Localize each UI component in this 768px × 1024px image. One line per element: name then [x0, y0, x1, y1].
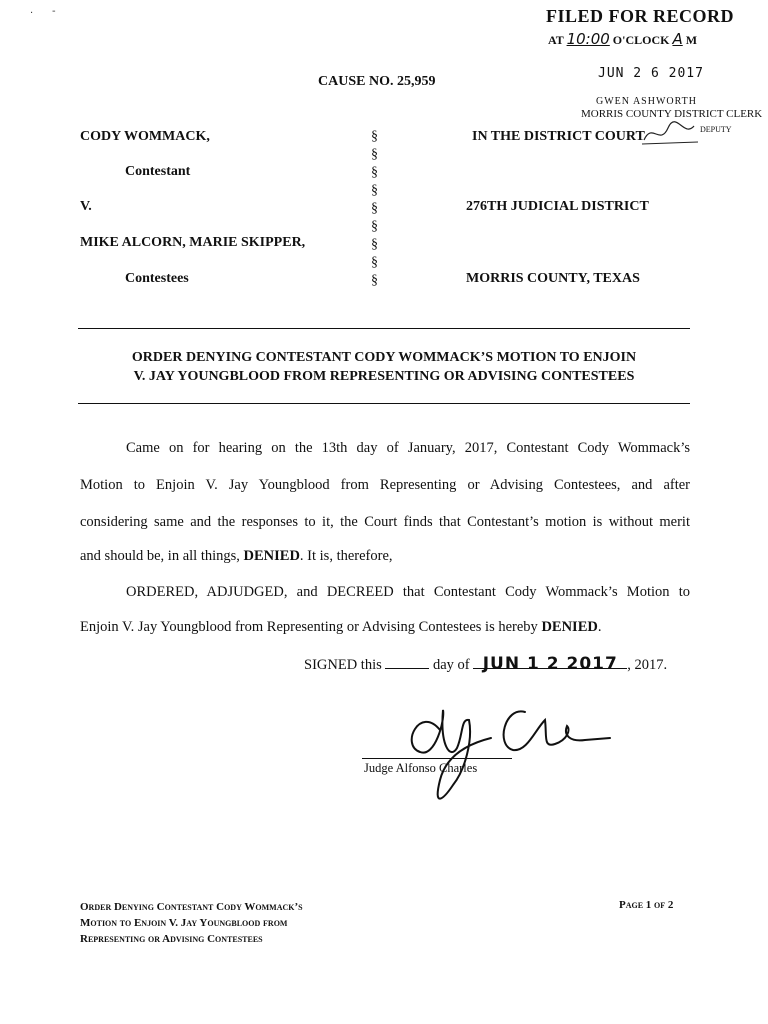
- body-line: Motion to Enjoin V. Jay Youngblood from Representing or Advising Contestees, and after: [80, 477, 690, 493]
- body-line: [80, 619, 601, 636]
- footer-line3: Representing or Advising Contestees: [80, 933, 263, 945]
- stamp-m-label: M: [685, 33, 698, 47]
- stamp-oclock-label: O'CLOCK: [612, 33, 670, 47]
- body-line: ORDERED, ADJUDGED, and DECREED that Contestant Cody Wommack’s Motion to: [126, 584, 690, 600]
- day-of-label: day of: [433, 657, 470, 673]
- stamp-deputy-label: DEPUTY: [700, 125, 732, 134]
- title-rule-top: [78, 328, 690, 329]
- order-title: [78, 348, 690, 386]
- year-label: , 2017.: [627, 657, 668, 673]
- stamp-clerk-name: GWEN ASHWORTH: [596, 96, 698, 107]
- section-symbol: §: [371, 183, 378, 198]
- scan-mark: -: [52, 6, 56, 17]
- date-field: [473, 654, 627, 674]
- section-symbol: §: [371, 273, 378, 288]
- contestant-name: CODY WOMMACK,: [80, 129, 210, 144]
- contestant-role: Contestant: [125, 164, 191, 179]
- section-symbol: §: [371, 165, 378, 180]
- body-text: .: [597, 619, 602, 635]
- section-symbol: §: [371, 129, 378, 144]
- stamp-ampm-value: A: [672, 30, 683, 48]
- judge-name: Judge Alfonso Charles: [364, 761, 478, 775]
- county-name: MORRIS COUNTY, TEXAS: [466, 271, 640, 286]
- filed-stamp-title: FILED FOR RECORD: [546, 6, 735, 26]
- filed-stamp-time: [548, 30, 697, 48]
- court-name: IN THE DISTRICT COURT: [472, 129, 645, 144]
- denied-text: DENIED: [541, 619, 598, 635]
- deputy-initials-scribble: [640, 118, 700, 148]
- contestees-role: Contestees: [125, 271, 189, 286]
- stamp-at-label: AT: [548, 33, 564, 47]
- order-title-line1: ORDER DENYING CONTESTANT CODY WOMMACK’S MOTION TO ENJOIN: [131, 350, 637, 365]
- cause-number: CAUSE NO. 25,959: [318, 74, 436, 89]
- footer-caption: [80, 899, 303, 947]
- body-line: Came on for hearing on the 13th day of January, 2017, Contestant Cody Wommack’s: [126, 440, 690, 456]
- body-text: . It is, therefore,: [299, 548, 393, 564]
- filed-stamp-date: JUN 2 6 2017: [598, 66, 704, 81]
- signed-line: [304, 654, 667, 674]
- body-line: [80, 548, 393, 565]
- denied-text: DENIED: [243, 548, 300, 564]
- date-stamp: JUN 1 2 2017: [482, 654, 618, 674]
- contestees-name: MIKE ALCORN, MARIE SKIPPER,: [80, 235, 306, 250]
- judicial-district: 276TH JUDICIAL DISTRICT: [466, 199, 649, 214]
- judge-signature: [395, 690, 615, 815]
- signed-label: SIGNED this: [304, 657, 382, 673]
- section-symbol: §: [371, 147, 378, 162]
- body-line: considering same and the responses to it, the Court finds that Contestant’s motion is without merit: [80, 514, 690, 530]
- versus-label: V.: [80, 199, 92, 214]
- scan-mark: ·: [30, 8, 34, 19]
- stamp-clerk-title: MORRIS COUNTY DISTRICT CLERK: [581, 108, 763, 120]
- section-symbol: §: [371, 201, 378, 216]
- footer-line2: Motion to Enjoin V. Jay Youngblood from: [80, 917, 288, 929]
- order-title-line2: V. JAY YOUNGBLOOD FROM REPRESENTING OR ADVISING CONTESTEES: [133, 369, 635, 384]
- stamp-time-value: 10:00: [566, 30, 610, 48]
- body-text: and should be, in all things,: [80, 548, 240, 564]
- title-rule-bottom: [78, 403, 690, 404]
- section-symbol: §: [371, 219, 378, 234]
- section-symbol: §: [371, 255, 378, 270]
- signature-line: [362, 758, 512, 759]
- section-symbol: §: [371, 237, 378, 252]
- body-text: Enjoin V. Jay Youngblood from Representing or Advising Contestees is hereby: [80, 619, 538, 635]
- day-blank: [385, 654, 429, 669]
- footer-line1: Order Denying Contestant Cody Wommack’s: [80, 901, 303, 913]
- page-number: Page 1 of 2: [619, 899, 674, 911]
